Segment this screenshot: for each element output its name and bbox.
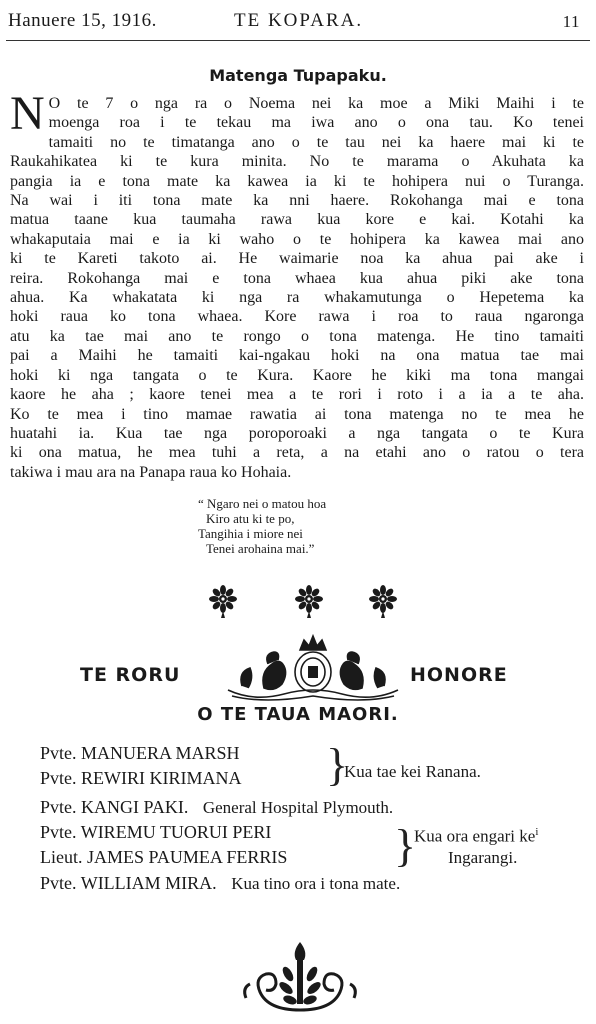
- article-line: O te 7 o nga ra o Noema nei ka moe a Miki Maihi i te: [48, 95, 584, 112]
- entry-name: WIREMU TUORUI PERI: [80, 822, 272, 842]
- article-line: hoki raua ko tona whaea. Kore rawa i roa to raua ngaronga: [10, 308, 584, 326]
- entry-note: Kua tino ora i tona mate.: [231, 874, 401, 893]
- group-note: Kua tae kei Ranana.: [344, 762, 481, 781]
- roll-entry: [40, 743, 240, 764]
- article-title: Matenga Tupapaku.: [209, 66, 387, 85]
- group-note-superscript: i: [535, 826, 539, 838]
- group-note-line: Ingarangi.: [448, 848, 518, 867]
- entry-rank: Pvte.: [40, 822, 77, 842]
- article-line: ahua. Ka whakatata ki nga ra whakamutunga o Hepetema ka: [10, 289, 584, 307]
- article-line: Ko te mea i tino mamae rawatia ai tona matenga no te mea he: [10, 405, 584, 423]
- poem: [198, 496, 326, 556]
- article-line: matua taane kua taumaha rawa kua kore e kai. Kotahi ka: [10, 211, 584, 229]
- roll-entry: [40, 822, 271, 843]
- entry-rank: Pvte.: [40, 797, 77, 817]
- roll-entry: [40, 847, 287, 868]
- poem-line: Kiro atu ki te po,: [206, 511, 295, 526]
- flower-ornament-icon: [291, 583, 327, 619]
- article-line: Raukahikatea ki te kura minita. No te marama o Akuhata ka: [10, 153, 584, 171]
- entry-name: MANUERA MARSH: [81, 743, 240, 763]
- entry-note: General Hospital Plymouth.: [202, 798, 394, 817]
- article-body: [10, 87, 584, 482]
- flower-ornament-icon: [365, 583, 401, 619]
- brace: }: [326, 739, 349, 790]
- wreath-torch-ornament-icon: [238, 940, 362, 1018]
- article-line: atu ka tae mai ano te rongo o tona matenga. He tino tamaiti: [10, 327, 584, 345]
- flower-ornament-icon: [205, 583, 241, 619]
- roll-entry: [40, 768, 242, 789]
- group-note-line: Kua ora engari ke: [414, 826, 536, 846]
- page-number: 11: [562, 12, 580, 31]
- roll-entry: [40, 797, 393, 818]
- entry-name: WILLIAM MIRA.: [80, 873, 217, 893]
- article-line: ki te Kareti takoto ai. He waimarie noa ka ahua pai ake i: [10, 250, 584, 268]
- article-line: whakaputaia mai e ia ki waho o te hohipera ka kawea mai ano: [10, 230, 584, 248]
- page-header: [8, 10, 586, 36]
- drop-cap: N: [10, 87, 45, 140]
- roll-title-right: HONORE: [410, 664, 508, 686]
- entry-name: KANGI PAKI.: [81, 797, 189, 817]
- group-note: [414, 826, 538, 847]
- issue-date: Hanuere 15, 1916.: [8, 10, 157, 31]
- article-line: tamaiti no te timatanga ano o te tau nei ka haere mai ki te: [48, 133, 584, 151]
- royal-crest-icon: [224, 632, 402, 704]
- article-line: kaore he aha ; kaore tenei mea a te rori i roto i a ia a te aha.: [10, 386, 584, 404]
- roll-subtitle: O TE TAUA MAORI.: [197, 704, 399, 725]
- entry-rank: Pvte.: [40, 743, 77, 763]
- entry-rank: Pvte.: [40, 768, 77, 788]
- article-line: huatahi ia. Kua tae nga poroporoaki a nga tangata o te Kura: [10, 424, 584, 442]
- brace: }: [394, 820, 417, 871]
- entry-rank: Pvte.: [40, 873, 77, 893]
- article-line: ki ona matua, he mea tuhi a reta, a na etahi ano o ratou o tera: [10, 444, 584, 462]
- article-line: hoki ki nga tangata o te Kura. Kaore he kiki ma tona mangai: [10, 366, 584, 384]
- header-rule: [6, 40, 590, 41]
- poem-line: Tangihia i miore nei: [198, 526, 303, 541]
- article-line: moenga roa i te tekau ma iwa ano o ona tau. Ko tenei: [48, 114, 584, 132]
- article-line: reira. Rokohanga mai e tona whaea kua ahua piki ake tona: [10, 269, 584, 287]
- publication-title: TE KOPARA.: [234, 10, 364, 31]
- roll-title-left: TE RORU: [80, 664, 181, 686]
- flower-ornaments: [205, 583, 415, 619]
- article-line: pai a Maihi he tamaiti kai-ngakau hoki na ona matua tae mai: [10, 347, 584, 365]
- poem-line: “ Ngaro nei o matou hoa: [198, 496, 327, 511]
- roll-entry: [40, 873, 400, 894]
- article-line: Na wai i iti tona mate ka nni haere. Rokohanga mai e tona: [10, 192, 584, 210]
- entry-name: REWIRI KIRIMANA: [81, 768, 242, 788]
- entry-name: JAMES PAUMEA FERRIS: [87, 847, 288, 867]
- entry-rank: Lieut.: [40, 847, 83, 867]
- article-line: takiwa i mau ara na Panapa raua ko Hohaia.: [10, 463, 292, 481]
- article-line: pangia ia e tona mate ka kawea ia ki te hohipera nui o Turanga.: [10, 172, 584, 190]
- poem-line: Tenei arohaina mai.”: [206, 541, 315, 556]
